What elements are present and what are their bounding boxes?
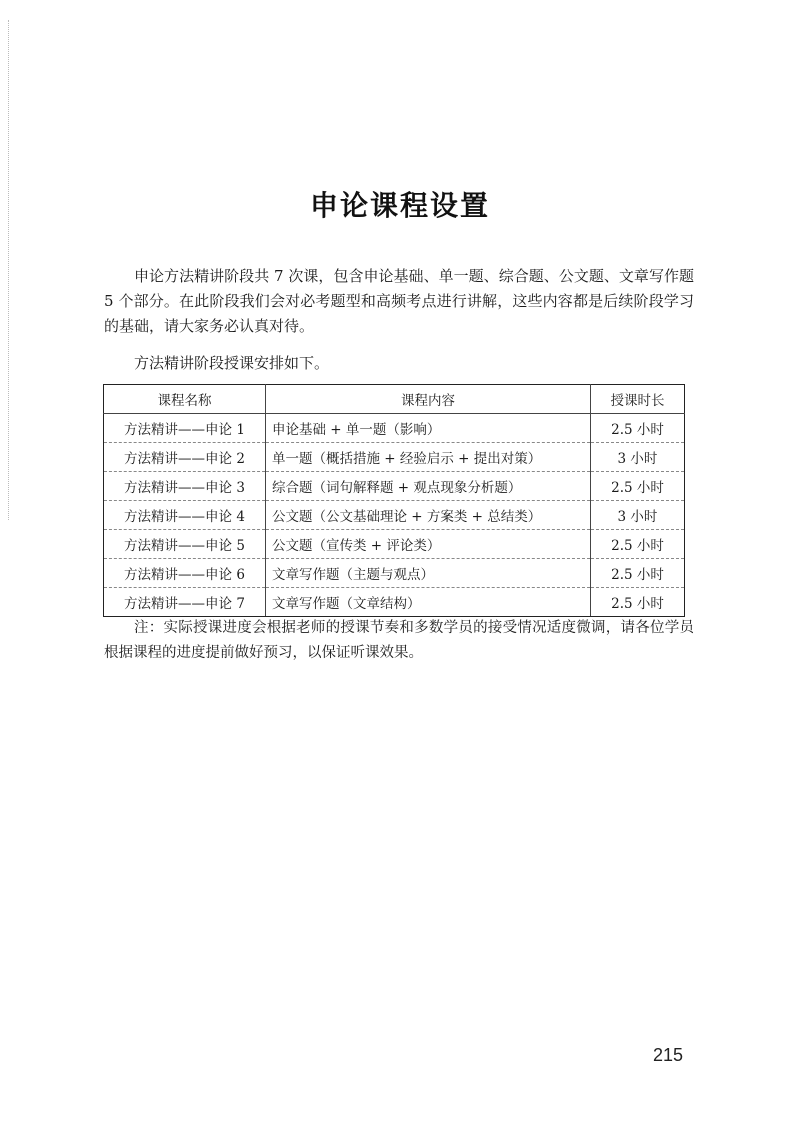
course-content-cell: 公文题（宣传类 + 评论类） [266,530,591,559]
course-name-cell: 方法精讲——申论 2 [104,443,266,472]
duration-cell: 2.5 小时 [591,559,685,588]
header-course-content: 课程内容 [266,385,591,414]
course-content-cell: 文章写作题（文章结构） [266,588,591,617]
course-content-cell: 申论基础 + 单一题（影响） [266,414,591,443]
course-name-cell: 方法精讲——申论 3 [104,472,266,501]
duration-cell: 2.5 小时 [591,414,685,443]
course-name-cell: 方法精讲——申论 1 [104,414,266,443]
intro-paragraph: 申论方法精讲阶段共 7 次课，包含申论基础、单一题、综合题、公文题、文章写作题 5 个部分。在此阶段我们会对必考题型和高频考点进行讲解，这些内容都是后续阶段学习的基础，请大家务必认真对待。 [104,267,694,335]
scan-edge-marks [8,20,9,520]
header-course-name: 课程名称 [104,385,266,414]
course-content-cell: 公文题（公文基础理论 + 方案类 + 总结类） [266,501,591,530]
duration-cell: 2.5 小时 [591,588,685,617]
table-row [104,559,685,588]
course-content-cell: 单一题（概括措施 + 经验启示 + 提出对策） [266,443,591,472]
footnote: 注：实际授课进度会根据老师的授课节奏和多数学员的接受情况适度微调，请各位学员根据课程的进度提前做好预习，以保证听课效果。 [104,620,694,661]
course-content-cell: 综合题（词句解释题 + 观点现象分析题） [266,472,591,501]
course-name-cell: 方法精讲——申论 4 [104,501,266,530]
page-number: 215 [652,1045,683,1065]
duration-cell: 2.5 小时 [591,472,685,501]
course-content-cell: 文章写作题（主题与观点） [266,559,591,588]
duration-cell: 3 小时 [591,501,685,530]
table-row [104,501,685,530]
table-row [104,588,685,617]
table-row [104,472,685,501]
course-name-cell: 方法精讲——申论 6 [104,559,266,588]
schedule-intro: 方法精讲阶段授课安排如下。 [134,354,330,372]
duration-cell: 2.5 小时 [591,530,685,559]
page-title: 申论课程设置 [309,189,490,222]
table-row [104,414,685,443]
course-name-cell: 方法精讲——申论 7 [104,588,266,617]
table-header-row [104,385,685,414]
header-duration: 授课时长 [591,385,685,414]
course-name-cell: 方法精讲——申论 5 [104,530,266,559]
table-row [104,530,685,559]
course-schedule-table [103,384,685,617]
duration-cell: 3 小时 [591,443,685,472]
table-row [104,443,685,472]
